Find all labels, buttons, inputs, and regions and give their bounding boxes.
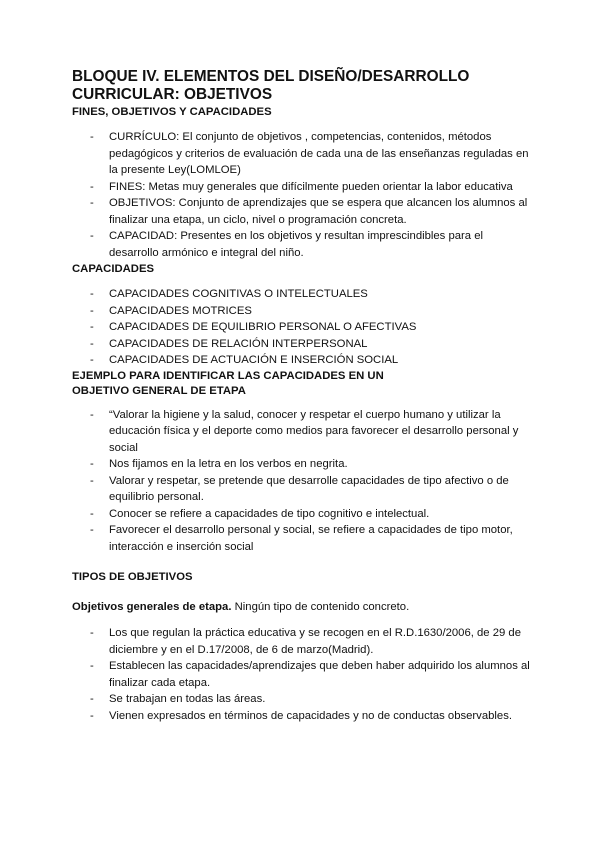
dash-glyph: -: [90, 321, 94, 333]
list-item: [72, 456, 532, 473]
dash-glyph: -: [90, 354, 94, 366]
page-title: [72, 68, 532, 104]
item-text: Nos fijamos en la letra en los verbos en negrita.: [109, 458, 348, 470]
item-text: CAPACIDADES COGNITIVAS O INTELECTUALES: [109, 288, 368, 300]
list-item: [72, 129, 532, 179]
list-item: [72, 286, 532, 303]
title-line-2: CURRICULAR: OBJETIVOS: [72, 86, 273, 103]
dash-glyph: -: [90, 337, 94, 350]
dash-glyph: -: [90, 304, 94, 317]
dash-glyph: -: [90, 197, 94, 209]
tipos-list: [72, 625, 532, 724]
list-item: [72, 522, 532, 555]
dash-glyph: -: [90, 627, 94, 639]
item-text: CAPACIDADES DE ACTUACIÓN E INSERCIÓN SOCIAL: [109, 354, 399, 366]
intro-bold: Objetivos generales de etapa.: [72, 601, 232, 613]
list-item: [72, 319, 532, 336]
item-text: CURRÍCULO: El conjunto de objetivos , competencias, contenidos, métodos pedagógicos y criterios de evaluación de cada una de las enseñanzas reguladas en la presente Ley(LOMLOE): [109, 131, 529, 176]
capacidades-list: [72, 286, 532, 369]
dash-glyph: -: [90, 131, 94, 143]
dash-glyph: -: [90, 288, 94, 300]
section-heading-tipos: TIPOS DE OBJETIVOS: [72, 571, 193, 583]
list-item: [72, 228, 532, 261]
item-text: CAPACIDAD: Presentes en los objetivos y resultan imprescindibles para el desarrollo armónico e integral del niño.: [109, 230, 484, 259]
list-item: [72, 336, 532, 353]
section-heading-fines: FINES, OBJETIVOS Y CAPACIDADES: [72, 106, 272, 118]
title-line-1: BLOQUE IV. ELEMENTOS DEL DISEÑO/DESARROLLO: [72, 68, 470, 85]
dash-glyph: -: [90, 474, 94, 487]
item-text: Conocer se refiere a capacidades de tipo cognitivo e intelectual.: [109, 507, 430, 520]
item-text: Se trabajan en todas las áreas.: [109, 693, 266, 705]
item-text: CAPACIDADES MOTRICES: [109, 304, 252, 317]
item-text: FINES: Metas muy generales que difícilmente pueden orientar la labor educativa: [109, 180, 513, 193]
item-text: Los que regulan la práctica educativa y se recogen en el R.D.1630/2006, de 29 de diciembre y en el D.17/2008, de 6 de marzo(Madrid).: [109, 627, 521, 656]
item-text: “Valorar la higiene y la salud, conocer y respetar el cuerpo humano y utilizar la educación física y el deporte como medios para favorecer el desarrollo personal y social: [109, 408, 519, 454]
item-text: OBJETIVOS: Conjunto de aprendizajes que se espera que alcancen los alumnos al finalizar una etapa, un ciclo, nivel o programación concreta.: [109, 197, 528, 226]
dash-glyph: -: [90, 524, 94, 536]
document-page: [72, 68, 532, 724]
list-item: [72, 179, 532, 196]
item-text: Valorar y respetar, se pretende que desarrolle capacidades de tipo afectivo o de equilibrio personal.: [109, 474, 509, 503]
section-heading-capacidades: CAPACIDADES: [72, 263, 155, 275]
list-item: [72, 658, 532, 691]
dash-glyph: -: [90, 507, 94, 520]
dash-glyph: -: [90, 458, 94, 470]
dash-glyph: -: [90, 408, 94, 421]
list-item: [72, 352, 532, 369]
item-text: Favorecer el desarrollo personal y social, se refiere a capacidades de tipo motor, interacción e inserción social: [109, 524, 513, 553]
item-text: CAPACIDADES DE RELACIÓN INTERPERSONAL: [109, 337, 368, 350]
item-text: Vienen expresados en términos de capacidades y no de conductas observables.: [109, 709, 512, 722]
list-item: [72, 708, 532, 725]
section-heading-ejemplo: EJEMPLO PARA IDENTIFICAR LAS CAPACIDADES EN UN OBJETIVO GENERAL DE ETAPA: [72, 369, 384, 397]
ejemplo-list: [72, 407, 532, 556]
fines-list: [72, 129, 532, 261]
dash-glyph: -: [90, 693, 94, 705]
dash-glyph: -: [90, 180, 94, 193]
list-item: [72, 691, 532, 708]
list-item: [72, 473, 532, 506]
item-text: CAPACIDADES DE EQUILIBRIO PERSONAL O AFECTIVAS: [109, 321, 417, 333]
item-text: Establecen las capacidades/aprendizajes que deben haber adquirido los alumnos al finalizar cada etapa.: [109, 660, 530, 689]
list-item: [72, 195, 532, 228]
dash-glyph: -: [90, 660, 94, 672]
objetivos-generales-intro: [72, 599, 532, 615]
dash-glyph: -: [90, 709, 94, 722]
list-item: [72, 407, 532, 457]
list-item: [72, 625, 532, 658]
intro-rest: Ningún tipo de contenido concreto.: [231, 601, 410, 613]
list-item: [72, 506, 532, 523]
list-item: [72, 303, 532, 320]
dash-glyph: -: [90, 230, 94, 242]
